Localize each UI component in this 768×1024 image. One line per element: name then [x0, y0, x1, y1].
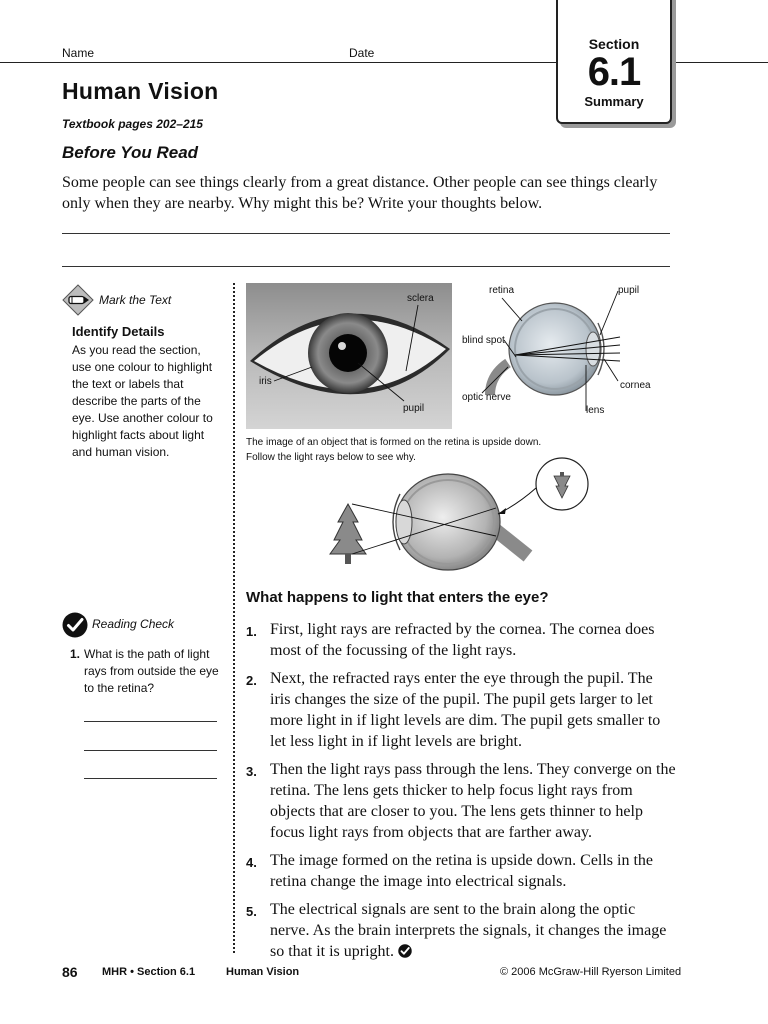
label-optic-nerve: optic nerve [462, 392, 511, 403]
question-number: 1. [70, 647, 81, 661]
section-label: Section [588, 36, 640, 52]
list-item: 2. Next, the refracted rays enter the eye through the pupil. The iris changes the size of the pupil. The pupil gets larger to let more light in if light levels are dim. The pupil gets smaller to let less light in if light levels are bright. [246, 670, 661, 750]
label-cornea: cornea [620, 380, 651, 391]
steps-list [246, 619, 676, 969]
section-box [556, 0, 672, 124]
reading-check-answer-line-1[interactable] [84, 721, 217, 722]
before-you-read-heading: Before You Read [62, 143, 199, 162]
label-pupil-diagram: pupil [618, 285, 640, 296]
textbook-pages: Textbook pages 202–215 [62, 117, 203, 131]
list-item: 1. First, light rays are refracted by the cornea. The cornea does most of the focussing of the light rays. [246, 621, 655, 659]
before-you-read-prompt: Some people can see things clearly from a great distance. Other people can see things clearly only when they are nearby. Why might this be? Write your thoughts below. [62, 174, 658, 212]
summary-label: Summary [584, 94, 644, 109]
footer-chapter: Human Vision [226, 966, 300, 978]
list-item: 4. The image formed on the retina is upside down. Cells in the retina change the image into electrical signals. [246, 852, 654, 890]
name-label: Name [62, 46, 95, 60]
figure-caption: The image of an object that is formed on the retina is upside down. Follow the light rays below to see why. [246, 437, 542, 463]
section-number: 6.1 [587, 50, 641, 94]
page-title: Human Vision [62, 78, 219, 104]
list-item: 5. The electrical signals are sent to the brain along the optic nerve. As the brain interprets the signals, it changes the image so that it is upright. [246, 901, 667, 960]
label-retina: retina [489, 285, 515, 296]
label-pupil-photo: pupil [403, 403, 425, 414]
checkmark-icon [62, 612, 88, 638]
question-text: What is the path of light rays from outside the eye to the retina? [84, 647, 219, 695]
footer-copyright: © 2006 McGraw-Hill Ryerson Limited [500, 966, 682, 978]
reading-check-label: Reading Check [92, 617, 175, 631]
image-inversion-diagram [328, 444, 590, 576]
column-divider [233, 283, 235, 953]
footer-section: MHR • Section 6.1 [102, 966, 196, 978]
list-item: 3. Then the light rays pass through the lens. They converge on the retina. The lens gets thicker to help focus light rays from objects that are closer to you. The lens gets thinner to help focus light rays from objects that are farther away. [246, 761, 676, 841]
reading-check-answer-line-3[interactable] [84, 778, 217, 779]
label-blind-spot: blind spot [462, 335, 505, 346]
question-heading: What happens to light that enters the eye? [246, 589, 549, 606]
identify-details-text: As you read the section, use one colour to highlight the text or labels that describe the parts of the eye. Use another colour to highlight facts about light and human vision. [72, 343, 213, 459]
reading-check-icon [398, 943, 412, 957]
answer-line-2[interactable] [62, 266, 670, 267]
identify-details-heading: Identify Details [72, 324, 165, 339]
label-lens: lens [586, 405, 605, 416]
mark-the-text-label: Mark the Text [99, 293, 172, 307]
label-sclera: sclera [407, 293, 434, 304]
date-label: Date [349, 46, 375, 60]
reading-check-question [70, 646, 220, 697]
answer-line-1[interactable] [62, 233, 670, 234]
reading-check-answer-line-2[interactable] [84, 750, 217, 751]
page-number: 86 [62, 964, 78, 980]
label-iris: iris [259, 376, 272, 387]
highlighter-icon [62, 284, 94, 316]
